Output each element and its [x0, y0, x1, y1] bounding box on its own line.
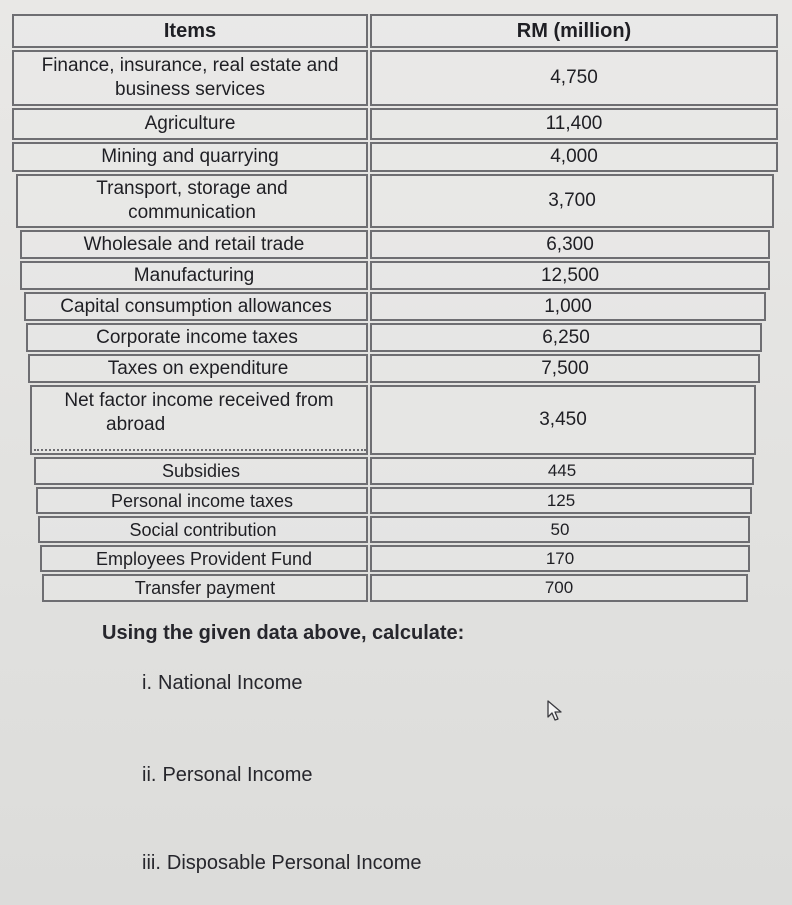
value-cell: 50 — [370, 516, 750, 543]
value-cell: 125 — [370, 487, 752, 514]
item-cell: Capital consumption allowances — [24, 292, 368, 321]
value-cell: 6,300 — [370, 230, 770, 259]
item-label-line2: business services — [115, 79, 265, 100]
item-cell: Taxes on expenditure — [28, 354, 368, 383]
header-value: RM (million) — [370, 14, 778, 48]
item-cell: Wholesale and retail trade — [20, 230, 368, 259]
part-text: Personal Income — [162, 764, 313, 786]
part-number: i. — [142, 672, 152, 694]
item-label-line2: abroad — [106, 414, 166, 435]
item-cell: Personal income taxes — [36, 487, 368, 514]
value-cell: 4,000 — [370, 142, 778, 172]
item-cell: Mining and quarrying — [12, 142, 368, 172]
item-cell — [12, 50, 368, 106]
value-cell: 12,500 — [370, 261, 770, 290]
value-cell: 4,750 — [370, 50, 778, 106]
value-cell: 3,450 — [370, 385, 756, 455]
item-cell: Agriculture — [12, 108, 368, 140]
value-cell: 7,500 — [370, 354, 760, 383]
part-number: ii. — [142, 764, 157, 786]
value-cell: 6,250 — [370, 323, 762, 352]
item-cell — [16, 174, 368, 228]
question-part-2 — [142, 764, 313, 787]
item-label-line1: Transport, storage and — [96, 178, 288, 199]
item-label-line1: Net factor income received from — [64, 390, 334, 411]
question-part-3 — [142, 852, 421, 875]
item-cell — [30, 385, 368, 455]
value-cell: 445 — [370, 457, 754, 485]
part-number: iii. — [142, 852, 161, 874]
question-prompt: Using the given data above, calculate: — [102, 622, 465, 644]
header-items: Items — [12, 14, 368, 48]
item-cell: Social contribution — [38, 516, 368, 543]
value-cell: 700 — [370, 574, 748, 602]
mouse-pointer-icon — [547, 700, 563, 722]
part-text: National Income — [158, 672, 303, 694]
question-part-1 — [142, 672, 303, 695]
value-cell: 1,000 — [370, 292, 766, 321]
item-label-line1: Finance, insurance, real estate and — [41, 55, 339, 76]
item-cell: Corporate income taxes — [26, 323, 368, 352]
value-cell: 170 — [370, 545, 750, 572]
item-cell: Subsidies — [34, 457, 368, 485]
item-cell: Transfer payment — [42, 574, 368, 602]
value-cell: 11,400 — [370, 108, 778, 140]
dotted-separator — [34, 449, 366, 451]
item-cell: Manufacturing — [20, 261, 368, 290]
item-cell: Employees Provident Fund — [40, 545, 368, 572]
value-cell: 3,700 — [370, 174, 774, 228]
part-text: Disposable Personal Income — [166, 852, 422, 874]
item-label-line2: communication — [128, 202, 256, 223]
